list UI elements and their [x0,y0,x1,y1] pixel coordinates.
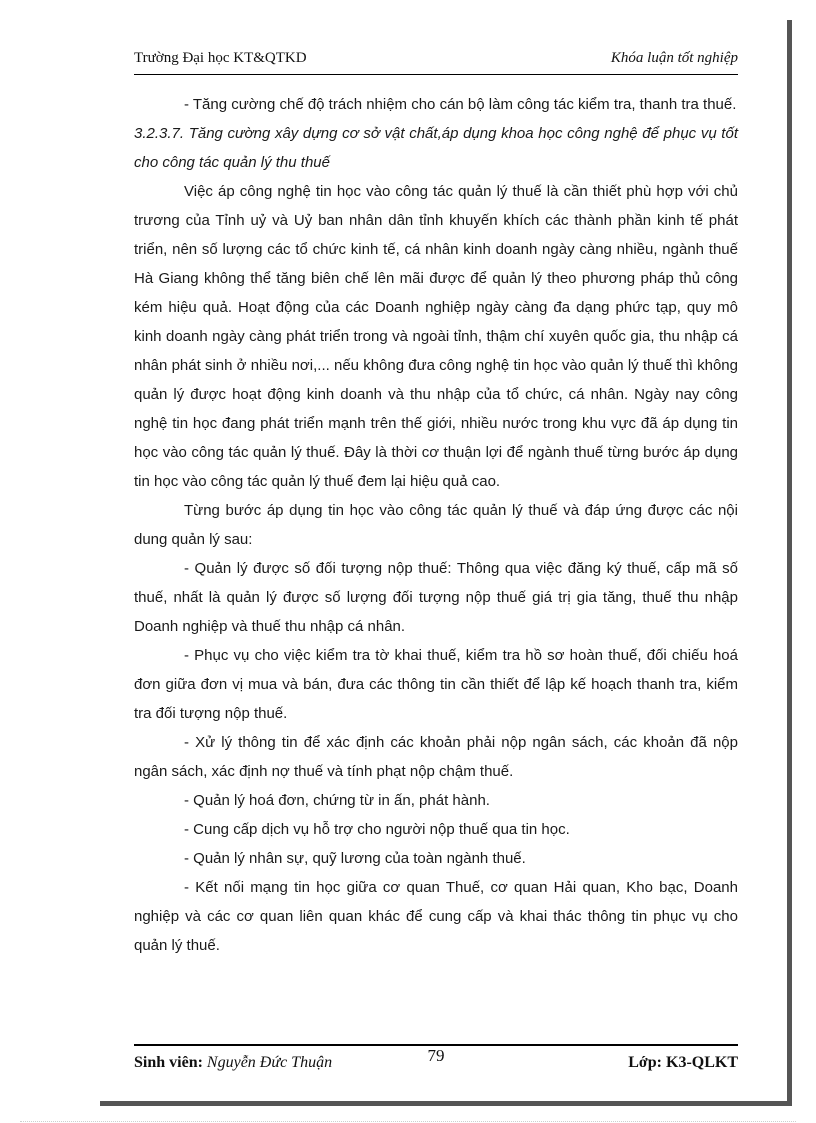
page-footer [134,1044,738,1084]
list-item: - Phục vụ cho việc kiểm tra tờ khai thuế, kiểm tra hồ sơ hoàn thuế, đối chiếu hoá đơn giữa đơn vị mua và bán, đưa các thông tin cần thiết để lập kế hoạch thanh tra, kiểm tra đối tượng nộp thuế. [134,647,738,722]
list-item: - Cung cấp dịch vụ hỗ trợ cho người nộp thuế qua tin học. [184,821,570,838]
paragraph: - Tăng cường chế độ trách nhiệm cho cán bộ làm công tác kiểm tra, thanh tra thuế. [184,96,737,113]
list-item: - Kết nối mạng tin học giữa cơ quan Thuế, cơ quan Hải quan, Kho bạc, Doanh nghiệp và các cơ quan liên quan khác để cung cấp và khai thác thông tin phục vụ cho quản lý thuế. [134,879,738,954]
header-doc-type: Khóa luận tốt nghiệp [610,50,738,66]
page-edge-dotted-line [20,1121,796,1122]
student-name: Nguyễn Đức Thuận [206,1054,333,1071]
paragraph: Từng bước áp dụng tin học vào công tác quản lý thuế và đáp ứng được các nội dung quản lý sau: [134,502,738,548]
page-number: 79 [427,1046,445,1065]
footer-class: Lớp: K3-QLKT [628,1054,738,1071]
student-label: Sinh viên: [134,1054,203,1071]
list-item: - Xử lý thông tin để xác định các khoản phải nộp ngân sách, các khoản đã nộp ngân sách, xác định nợ thuế và tính phạt nộp chậm thuế. [134,734,738,780]
list-item: - Quản lý nhân sự, quỹ lương của toàn ngành thuế. [184,850,526,867]
page-header [134,48,738,75]
list-item: - Quản lý hoá đơn, chứng từ in ấn, phát hành. [184,792,490,809]
header-school: Trường Đại học KT&QTKD [134,50,307,66]
list-item: - Quản lý được số đối tượng nộp thuế: Thông qua việc đăng ký thuế, cấp mã số thuế, nhất là quản lý được số lượng đối tượng nộp thuế giá trị gia tăng, thuế thu nhập Doanh nghiệp và thuế thu nhập cá nhân. [134,560,738,635]
paragraph: Việc áp công nghệ tin học vào công tác quản lý thuế là cần thiết phù hợp với chủ trương của Tỉnh uỷ và Uỷ ban nhân dân tỉnh khuyến khích các thành phần kinh tế phát triển, nên số lượng các tổ chức kinh tế, cá nhân kinh doanh ngày càng nhiều, ngành thuế Hà Giang không thể tăng biên chế lên mãi được để quản lý theo phương pháp thủ công kém hiệu quả. Hoạt động của các Doanh nghiệp ngày càng đa dạng phức tạp, quy mô kinh doanh ngày càng phát triển trong và ngoài tỉnh, thậm chí xuyên quốc gia, thu nhập cá nhân phát sinh ở nhiều nơi,... nếu không đưa công nghệ tin học vào quản lý thuế thì không quản lý được hoạt động kinh doanh và thu nhập của tổ chức, cá nhân. Ngày nay công nghệ tin học đang phát triển mạnh trên thế giới, nhiều nước trong khu vực đã áp dụng tin học vào công tác quản lý thuế. Đây là thời cơ thuận lợi để ngành thuế từng bước áp dụng tin học vào công tác quản lý thuế đem lại hiệu quả cao. [134,183,738,490]
document-body [134,90,738,960]
section-heading: 3.2.3.7. Tăng cường xây dựng cơ sở vật chất,áp dụng khoa học công nghệ để phục vụ tốt cho công tác quản lý thu thuế [134,125,738,171]
